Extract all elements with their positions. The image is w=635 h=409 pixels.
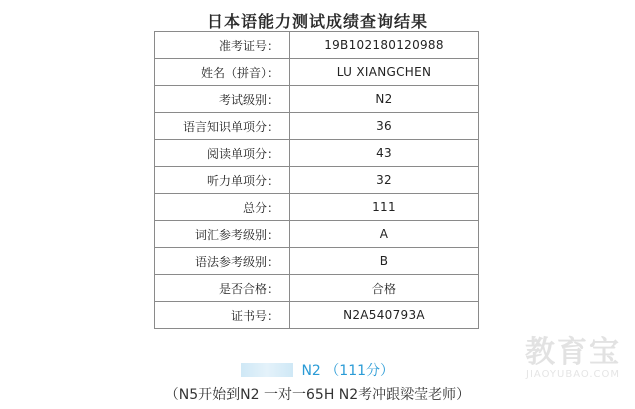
table-row: [155, 32, 479, 59]
table-row: [155, 221, 479, 248]
table-row: [155, 302, 479, 329]
row-value: A: [290, 221, 479, 248]
row-value: B: [290, 248, 479, 275]
row-label: 总分：: [155, 194, 290, 221]
row-label: 证书号：: [155, 302, 290, 329]
row-value: LU XIANGCHEN: [290, 59, 479, 86]
row-label: 词汇参考级别：: [155, 221, 290, 248]
page-title: 日本语能力测试成绩查询结果: [206, 12, 428, 31]
score-result-table: [154, 31, 479, 329]
row-value: N2: [290, 86, 479, 113]
row-value: N2A540793A: [290, 302, 479, 329]
table-row: [155, 86, 479, 113]
row-label: 阅读单项分：: [155, 140, 290, 167]
row-label: 语言知识单项分：: [155, 113, 290, 140]
level-text: N2: [301, 363, 321, 379]
row-value: 19B102180120988: [290, 32, 479, 59]
row-label: 准考证号：: [155, 32, 290, 59]
row-label: 是否合格：: [155, 275, 290, 302]
watermark-sub: JIAOYUBAO.COM: [526, 369, 620, 380]
table-row: [155, 167, 479, 194]
row-label: 听力单项分：: [155, 167, 290, 194]
row-value: 43: [290, 140, 479, 167]
table-row: [155, 248, 479, 275]
score-text: （111分）: [325, 363, 395, 379]
table-row: [155, 113, 479, 140]
watermark-logo: [525, 337, 621, 380]
row-value: 32: [290, 167, 479, 194]
table-row: [155, 194, 479, 221]
table-row: [155, 275, 479, 302]
row-label: 语法参考级别：: [155, 248, 290, 275]
watermark-main: 教育宝: [525, 335, 621, 370]
table-row: [155, 59, 479, 86]
row-value: 合格: [290, 275, 479, 302]
course-note: （N5开始到N2 一对一65H N2考冲跟梁莹老师）: [164, 387, 471, 403]
row-value: 36: [290, 113, 479, 140]
row-label: 姓名（拼音）：: [155, 59, 290, 86]
blurred-name: [241, 363, 293, 377]
table-row: [155, 140, 479, 167]
row-label: 考试级别：: [155, 86, 290, 113]
row-value: 111: [290, 194, 479, 221]
